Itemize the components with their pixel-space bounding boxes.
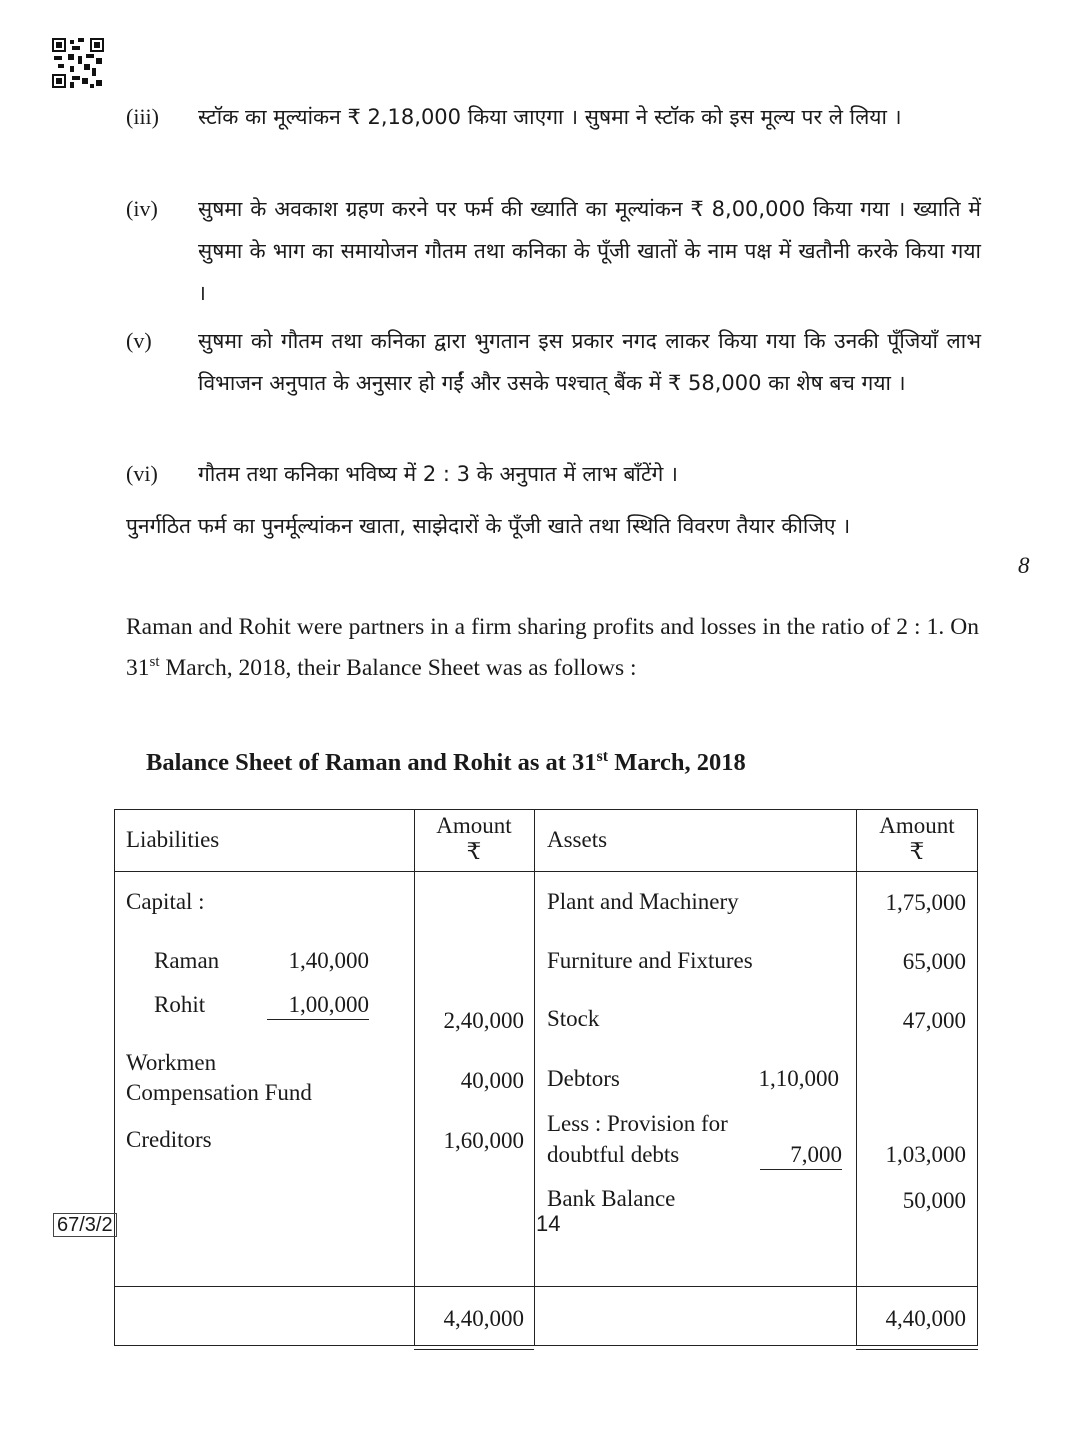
furniture-label: Furniture and Fixtures: [547, 948, 753, 973]
item-text: सुषमा के अवकाश ग्रहण करने पर फर्म की ख्याति का मूल्यांकन ₹ 8,00,000 किया गया । ख्याति में सुषमा के भाग का समायोजन गौतम तथा कनिका के पूँजी खातों के नाम पक्ष में खतौनी करके किया गया ।: [198, 197, 981, 305]
net-debtors: 1,03,000: [885, 1142, 966, 1167]
partner-capital: 1,40,000: [288, 948, 369, 973]
balance-sheet-title: Balance Sheet of Raman and Rohit as at 31st March, 2018: [146, 748, 746, 777]
creditors-label: Creditors: [126, 1127, 212, 1152]
partner-name: Raman: [154, 948, 220, 973]
item-iii: [126, 96, 981, 138]
page-number: 14: [536, 1211, 561, 1236]
item-number: (v): [126, 328, 152, 353]
header-amount-liabilities: Amount: [436, 813, 512, 838]
total-double-underline: [414, 1345, 534, 1350]
total-assets: 4,40,000: [885, 1306, 966, 1331]
total-double-underline: [856, 1345, 978, 1350]
question-english: Raman and Rohit were partners in a firm sharing profits and losses in the ratio of 2 : 1. On 31st March, 2018, their Balance Sheet was as follows :: [126, 614, 979, 681]
item-vi: [126, 453, 981, 495]
item-number: (iv): [126, 196, 158, 221]
bank-amount: 50,000: [902, 1188, 966, 1213]
furniture-amount: 65,000: [902, 949, 966, 974]
header-liabilities: Liabilities: [126, 827, 220, 852]
item-text: गौतम तथा कनिका भविष्य में 2 : 3 के अनुपात में लाभ बाँटेंगे ।: [198, 462, 679, 486]
provision-label-1: Less : Provision for: [547, 1111, 728, 1136]
creditors-amount: 1,60,000: [443, 1128, 524, 1153]
item-text: सुषमा को गौतम तथा कनिका द्वारा भुगतान इस प्रकार नगद लाकर किया गया कि उनकी पूँजियाँ लाभ विभाजन अनुपात के अनुसार हो गईं और उसके पश्चात् बैंक में ₹ 58,000 का शेष बच गया ।: [198, 329, 981, 395]
provision-label-2: doubtful debts: [547, 1142, 680, 1167]
capital-label: Capital :: [126, 889, 205, 914]
header-amount-assets: Amount: [879, 813, 955, 838]
debtors-label: Debtors: [547, 1066, 620, 1091]
item-iv: [126, 188, 981, 314]
marks: 8: [1018, 553, 1030, 578]
paper-code: 67/3/2: [53, 1213, 117, 1237]
item-number: (iii): [126, 104, 159, 129]
item-text: स्टॉक का मूल्यांकन ₹ 2,18,000 किया जाएगा । सुषमा ने स्टॉक को इस मूल्य पर ले लिया ।: [198, 105, 902, 129]
plant-label: Plant and Machinery: [547, 889, 739, 914]
partner-capital: 1,00,000: [267, 991, 369, 1020]
bank-label: Bank Balance: [547, 1186, 676, 1211]
balance-sheet-table: [114, 809, 978, 1346]
capital-total: 2,40,000: [443, 1008, 524, 1033]
plant-amount: 1,75,000: [885, 890, 966, 915]
stock-amount: 47,000: [902, 1008, 966, 1033]
stock-label: Stock: [547, 1006, 600, 1031]
provision-amount: 7,000: [760, 1141, 842, 1170]
workmen-label-1: Workmen: [126, 1050, 217, 1075]
header-rupee-assets: ₹: [909, 839, 925, 864]
header-assets: Assets: [547, 827, 608, 852]
header-rupee-liabilities: ₹: [466, 839, 482, 864]
qr-code: [52, 38, 104, 88]
partner-name: Rohit: [154, 992, 206, 1017]
workmen-amount: 40,000: [460, 1068, 524, 1093]
instruction-hindi: पुनर्गठित फर्म का पुनर्मूल्यांकन खाता, साझेदारों के पूँजी खाते तथा स्थिति विवरण तैयार कीजिए ।: [126, 514, 851, 538]
item-number: (vi): [126, 461, 158, 486]
item-v: [126, 320, 981, 404]
total-liabilities: 4,40,000: [443, 1306, 524, 1331]
workmen-label-2: Compensation Fund: [126, 1080, 312, 1105]
debtors-gross: 1,10,000: [758, 1066, 839, 1091]
